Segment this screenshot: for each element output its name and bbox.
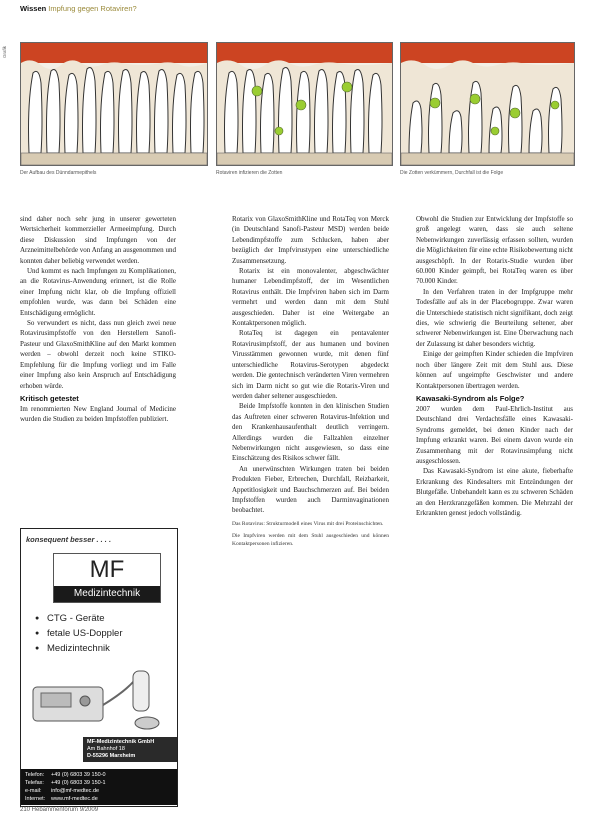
subheading-kritisch: Kritisch getestet [20,393,79,403]
topic-label: Impfung gegen Rotaviren? [48,4,137,13]
caption-1: Der Aufbau des Dünndarmepithels [20,170,97,176]
paragraph: Rotarix ist ein monovalenter, abgeschwächter humaner Lebendimpfstoff, der im Wesentlichen Rotavirus enthält. Die Impfviren haben sich im Darm vermehrt und werden dann mit dem Stuhl ausgeschieden. Daher ist eine Weitergabe an Kontaktpersonen möglich. [232,267,389,328]
infection-drawing [217,43,392,165]
ad-product-item: ● CTG - Geräte [35,611,123,626]
ad-logo [53,553,161,603]
side-credit: Grafik [2,46,7,59]
paragraph: Obwohl die Studien zur Entwicklung der Impfstoffe so groß angelegt waren, dass sie auch seltene Nebenwirkungen zuverlässig erfassen sollten, wurden die Möglichkeiten für eine echte Risikobewertung nicht ausgeschöpft. In der Rotarix-Studie wurden über 60.000 Kinder geimpft, bei RotaTeq waren es über 70.000 Kinder. [416,215,573,286]
paragraph: Im renommierten New England Journal of Medicine wurden die Studien zu beiden Impfstoffen publiziert. [20,404,176,424]
paragraph: RotaTeq ist dagegen ein pentavalenter Rotavirusimpfstoff, der aus humanen und bovinen Virusstämmen gewonnen wurde, mit denen fünf unterschiedliche Rotavirus-Serotypen abgedeckt werden. Die gentechnisch veränderten Viren vermehren sich im Darm nicht so gut wie die Rotarix-Viren und werden daher seltener ausgeschieden. [232,329,389,400]
ad-street: Am Bahnhof 18 [87,746,125,752]
section-label: Wissen [20,4,47,13]
illustration-infection [216,42,393,166]
paragraph: Rotarix von GlaxoSmithKline und RotaTeq von Merck (in Deutschland Sanofi-Pasteur MSD) werden beide Lebendimpfstoffe zum Schlucken, haben aber bezüglich der Impfvirustypen eine unterschiedliche Zusammensetzung. [232,215,389,265]
article-column-3 [416,214,573,804]
caption-3: Die Zotten verkümmern, Durchfall ist die Folge [400,170,504,176]
page-header [20,4,137,13]
ad-contact [21,769,177,805]
paragraph: Beide Impfstoffe konnten in den klinischen Studien das Auftreten einer schweren Rotavirus-Infektion und den Krankenhausaufenthalt deutlich verringern. Allerdings wurden die Fallzahlen einzelner Nebenwirkungen nicht ausgewiesen, so dass eine Einschätzung des Risikos schwer fällt. [232,402,389,463]
ad-contact-row[interactable]: e-mail: info@mf-medtec.de [25,788,100,794]
page-footer: 210 Hebammenforum 9/2009 [20,807,99,813]
ad-contact-row[interactable]: Internet: www.mf-medtec.de [25,796,98,802]
caption-2: Rotaviren infizieren die Zotten [216,170,283,176]
paragraph: Einige der geimpften Kinder schieden die Impfviren noch über längere Zeit mit dem Stuhl aus. Diese können auf ungeimpfte Geschwister und andere Kontaktpersonen übertragen werden. [416,350,573,390]
ad-contact-row: Telefon: +49 (0) 6803 39 150-0 [25,772,106,778]
ad-logo-mf: MF [89,556,125,583]
paragraph: Das Kawasaki-Syndrom ist eine akute, fieberhafte Erkrankung des Kindesalters mit Entzündungen der Blutgefäße. Unbehandelt kann es zu schweren Schäden an den Herzkranzgefäßen kommen. Die Mehrzahl der Erkrankten genest jedoch vollständig. [416,467,573,517]
ad-city: D-55296 Marxheim [87,753,136,759]
ad-address [83,737,178,762]
ctg-device-icon [29,669,171,741]
paragraph: In den Verfahren traten in der Impfgruppe mehr Todesfälle auf als in der Placebogruppe. Zwar waren die Unterschiede statistisch nicht signifikant, doch zeigt dies, wie schwierig die Beurteilung seltener, aber schwerer Nebenwirkungen ist. Eine Überwachung nach der Zulassung ist daher besonders wichtig. [416,287,573,348]
atrophy-drawing [401,43,574,165]
ad-company: MF-Medizintechnik GmbH [87,739,155,745]
paragraph: So verwundert es nicht, dass nun gleich zwei neue Rotavirusimpfstoffe von den Herstellern Sanofi-Pasteur und GlaxoSmithKline auf den Markt kommen werden – obwohl derzeit noch keine STIKO-Empfehlung für die Impfung vorliegt und im Falle einer Impfung also kein Anspruch auf Entschädigung erhoben würde. [20,319,176,390]
article-column-2 [232,214,389,804]
ad-product-item: ● Medizintechnik [35,641,123,656]
footnote: Das Rotavirus: Strukturmodell eines Virus mit drei Proteinschichten. [232,520,384,527]
ad-contact-row: Telefax: +49 (0) 6803 39 150-1 [25,780,106,786]
ad-logo-brand: Medizintechnik [54,586,160,602]
illustration-atrophy [400,42,575,166]
paragraph: An unerwünschten Wirkungen traten bei beiden Produkten Fieber, Erbrechen, Durchfall, Reizbarkeit, Appetitlosigkeit und Bauchschmerzen auf. Bei beiden Impfstoffen wurden auch Darminvaginationen beobachtet. [232,464,389,515]
illustration-epithelium [20,42,208,166]
advertisement [20,528,178,807]
ad-slogan: konsequent besser . . . . [26,535,112,544]
ad-product-item: ● fetale US-Doppler [35,626,123,641]
article-column-1 [20,214,176,522]
footnote: Die Impfviren werden mit dem Stuhl ausgeschieden und können Kontaktpersonen infizieren. [232,532,389,547]
subheading-kawasaki: Kawasaki-Syndrom als Folge? [416,393,525,403]
paragraph: Und kommt es nach Impfungen zu Komplikationen, an die Rotavirus-Anwendung erinnert, ist die Rolle einer Impfung nicht klar, ob die Impfung offiziell empfohlen wurde, was dann bei Schäden eine Entschädigung ermöglicht. [20,267,176,317]
paragraph: sind daher noch sehr jung in unserer gewerteten Wertsicherheit kommerzieller Armeeimpfung. Durch diese Diskussion sind Impfungen von der Arzneimittelbehörde von Anfang an ausgenommen und konnten daher beliebig verwendet werden. [20,215,176,265]
epithelium-drawing [21,43,207,165]
paragraph: 2007 wurden dem Paul-Ehrlich-Institut aus Deutschland drei Verdachtsfälle eines Kawasaki-Syndroms gemeldet, bei denen Kinder nach der Impfung erkrankt waren. Bei einem davon wurde ein Zusammenhang mit der Rotavirusimpfung nicht ausgeschlossen. [416,404,573,465]
ad-product-list [35,611,123,656]
